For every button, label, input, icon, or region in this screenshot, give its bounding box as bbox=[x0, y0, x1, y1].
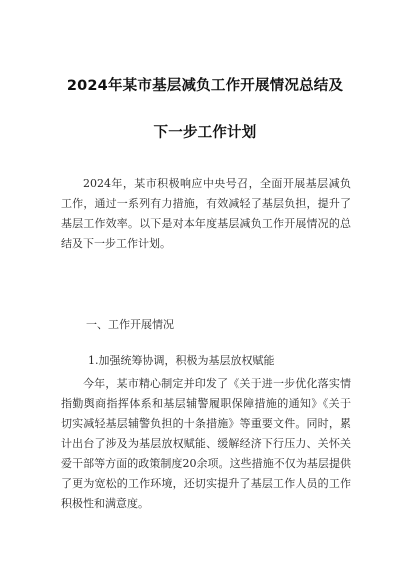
document-title-line2: 下一步工作计划 bbox=[153, 125, 257, 141]
section-heading: 一、工作开展情况 bbox=[86, 318, 174, 331]
body-paragraph: 今年，某市精心制定并印发了《关于进一步优化落实情指勤舆商指挥体系和基层辅警履职保障措施的通知》《关于切实减轻基层辅警负担的十条措施》等重要文件。同时，累计出台了涉及为基层放权赋能、缓解经济下行压力、关怀关爱干部等方面的政策制度20余项。这些措施不仅为基层提供了更为宽松的工作环境，还切实提升了基层工作人员的工作积极性和满意度。 bbox=[61, 377, 351, 510]
subsection-heading: 1.加强统筹协调，积极为基层放权赋能 bbox=[88, 354, 275, 367]
intro-paragraph: 2024年，某市积极响应中央号召，全面开展基层减负工作，通过一系列有力措施，有效减轻了基层负担，提升了基层工作效率。以下是对本年度基层减负工作开展情况的总结及下一步工作计划。 bbox=[61, 177, 351, 250]
document-title-line1: 2024年某市基层减负工作开展情况总结及 bbox=[66, 78, 344, 94]
